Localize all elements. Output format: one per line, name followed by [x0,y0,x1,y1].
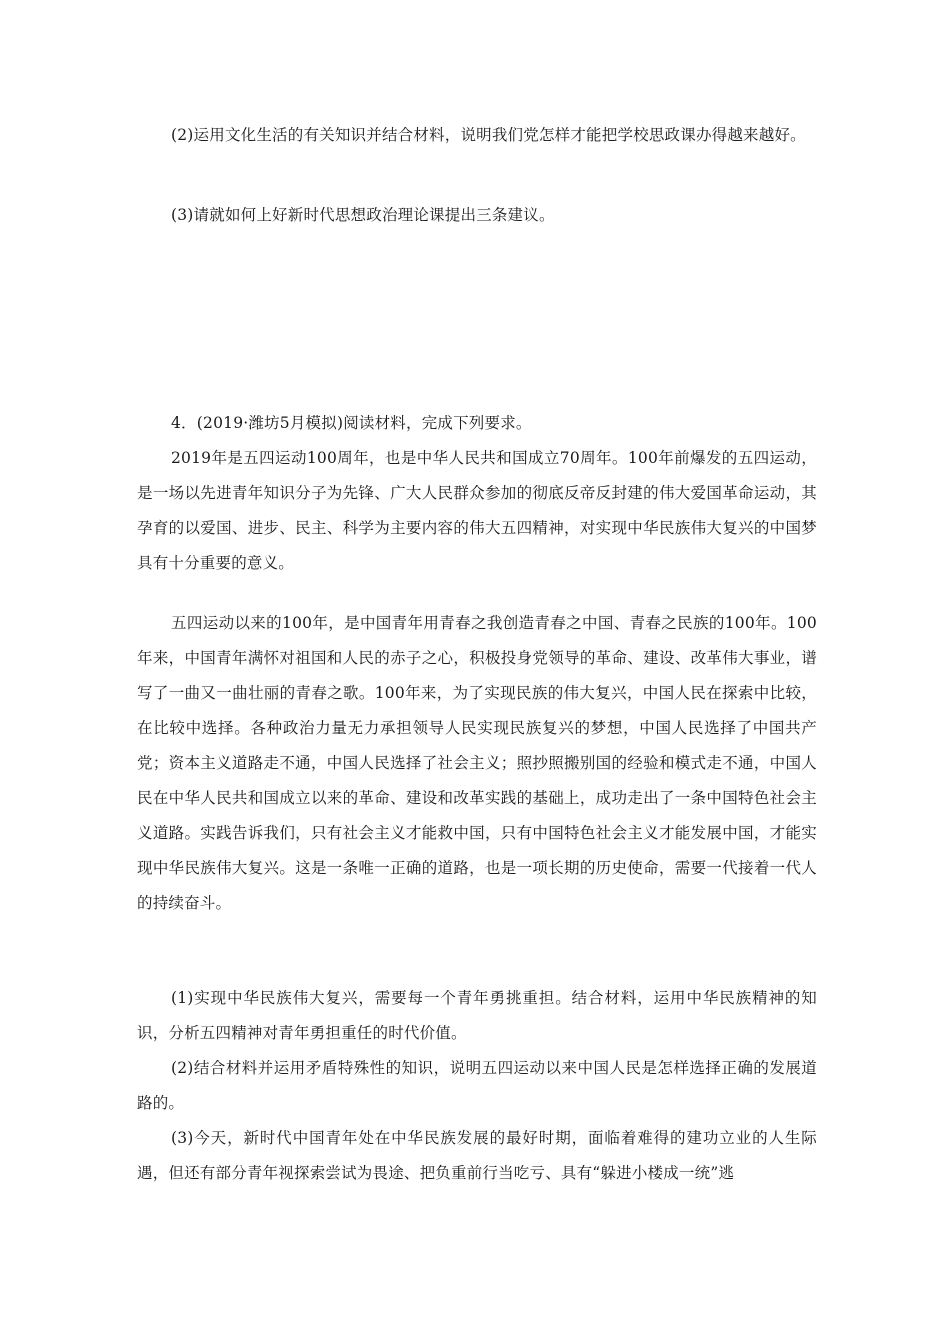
material-paragraph-1: 2019年是五四运动100周年，也是中华人民共和国成立70周年。100年前爆发的五四运动，是一场以先进青年知识分子为先锋、广大人民群众参加的彻底反帝反封建的伟大爱国革命运动，其孕育的以爱国、进步、民主、科学为主要内容的伟大五四精神，对实现中华民族伟大复兴的中国梦具有十分重要的意义。 [137,449,817,572]
sub-question-3: (3)今天，新时代中国青年处在中华民族发展的最好时期，面临着难得的建功立业的人生际遇，但还有部分青年视探索尝试为畏途、把负重前行当吃亏、具有“躲进小楼成一统”逃 [137,1129,817,1182]
question-3-text: (3)请就如何上好新时代思想政治理论课提出三条建议。 [171,206,555,224]
question-2-text: (2)运用文化生活的有关知识并结合材料，说明我们党怎样才能把学校思政课办得越来越好。 [171,126,806,144]
material-paragraph-2: 五四运动以来的100年，是中国青年用青春之我创造青春之中国、青春之民族的100年。100年来，中国青年满怀对祖国和人民的赤子之心，积极投身党领导的革命、建设、改革伟大事业，谱写了一曲又一曲壮丽的青春之歌。100年来，为了实现民族的伟大复兴，中国人民在探索中比较，在比较中选择。各种政治力量无力承担领导人民实现民族复兴的梦想，中国人民选择了中国共产党；资本主义道路走不通，中国人民选择了社会主义；照抄照搬别国的经验和模式走不通，中国人民在中华人民共和国成立以来的革命、建设和改革实践的基础上，成功走出了一条中国特色社会主义道路。实践告诉我们，只有社会主义才能救中国，只有中国特色社会主义才能发展中国，才能实现中华民族伟大复兴。这是一条唯一正确的道路，也是一项长期的历史使命，需要一代接着一代人的持续奋斗。 [137,614,817,912]
sub-question-2: (2)结合材料并运用矛盾特殊性的知识，说明五四运动以来中国人民是怎样选择正确的发展道路的。 [137,1059,817,1112]
question-4-header: 4．(2019·潍坊5月模拟)阅读材料，完成下列要求。 [171,414,532,432]
sub-question-1: (1)实现中华民族伟大复兴，需要每一个青年勇挑重担。结合材料，运用中华民族精神的知识，分析五四精神对青年勇担重任的时代价值。 [137,989,817,1042]
